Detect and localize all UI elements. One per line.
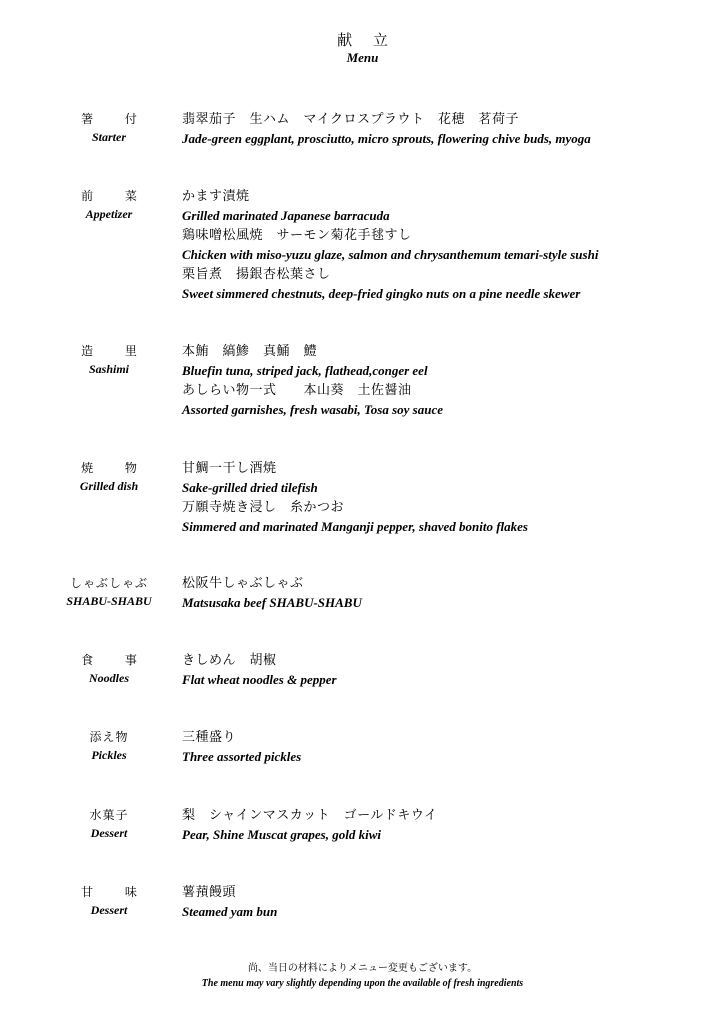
course-category	[48, 651, 170, 687]
course-category	[48, 806, 170, 842]
menu-header	[0, 30, 725, 66]
dish-en: Assorted garnishes, fresh wasabi, Tosa soy sauce	[182, 402, 444, 417]
course-items	[182, 883, 702, 922]
category-jp: 甘 味	[81, 885, 151, 899]
category-en: Grilled dish	[79, 479, 139, 493]
dish-jp: 薯蕷饅頭	[182, 885, 237, 900]
course-items	[182, 342, 702, 420]
course-items	[182, 728, 702, 767]
category-jp: 箸 付	[81, 112, 151, 126]
dish-jp: 梨 シャインマスカット ゴールドキウイ	[182, 808, 438, 823]
dish-jp: 松阪牛しゃぶしゃぶ	[182, 576, 304, 591]
category-en: Noodles	[89, 671, 129, 685]
dish-jp: 甘鯛一干し酒焼	[182, 461, 277, 476]
course-items	[182, 651, 702, 690]
category-en: Pickles	[91, 748, 127, 762]
category-en: SHABU-SHABU	[66, 594, 152, 608]
category-jp: 添え物	[89, 730, 129, 744]
course-category	[48, 574, 170, 610]
course-category	[48, 883, 170, 919]
course-category	[48, 342, 170, 378]
category-en: Sashimi	[88, 362, 130, 376]
course-items	[182, 806, 702, 845]
dish-jp: 本鮪 縞鯵 真鯒 鱧	[182, 344, 318, 359]
menu-footer	[0, 962, 725, 992]
dish-en: Sake-grilled dried tilefish	[182, 480, 318, 495]
course-category	[48, 728, 170, 764]
dish-en: Matsusaka beef SHABU-SHABU	[182, 595, 362, 610]
course-category	[48, 459, 170, 495]
course-category	[48, 110, 170, 146]
category-en: Dessert	[90, 903, 128, 917]
dish-en: Three assorted pickles	[182, 749, 302, 764]
category-jp: 焼 物	[81, 461, 151, 475]
dish-en: Simmered and marinated Manganji pepper, shaved bonito flakes	[182, 519, 528, 534]
footer-note-jp: 尚、当日の材料によりメニュー変更もございます。	[247, 963, 478, 974]
course-category	[48, 187, 170, 223]
category-jp: しゃぶしゃぶ	[69, 576, 148, 590]
dish-en: Grilled marinated Japanese barracuda	[182, 208, 390, 223]
dish-jp: きしめん 胡椒	[182, 653, 277, 668]
category-en: Appetizer	[85, 207, 133, 221]
dish-en: Pear, Shine Muscat grapes, gold kiwi	[182, 827, 381, 842]
dish-jp: 万願寺焼き浸し 糸かつお	[182, 500, 345, 515]
dish-en: Jade-green eggplant, prosciutto, micro sprouts, flowering chive buds, myoga	[182, 131, 591, 146]
dish-jp: あしらい物一式 本山葵 土佐醤油	[182, 383, 412, 398]
dish-en: Steamed yam bun	[182, 904, 278, 919]
course-items	[182, 187, 702, 304]
dish-jp: 栗旨煮 揚銀杏松葉さし	[182, 267, 331, 282]
dish-jp: かます漬焼	[182, 189, 250, 204]
dish-jp: 三種盛り	[182, 730, 237, 745]
dish-en: Chicken with miso-yuzu glaze, salmon and chrysanthemum temari-style sushi	[182, 247, 599, 262]
course-items	[182, 459, 702, 537]
menu-title-jp: 献 立	[337, 31, 396, 49]
category-jp: 水菓子	[89, 808, 129, 822]
category-jp: 前 菜	[81, 189, 151, 203]
footer-note-en: The menu may vary slightly depending upon the available of fresh ingredients	[201, 978, 524, 989]
category-jp: 食 事	[81, 653, 151, 667]
menu-title-en: Menu	[346, 50, 379, 65]
course-items	[182, 110, 702, 149]
dish-en: Bluefin tuna, striped jack, flathead,conger eel	[182, 363, 428, 378]
category-jp: 造 里	[81, 344, 151, 358]
category-en: Dessert	[90, 826, 128, 840]
dish-jp: 鶏味噌松風焼 サーモン菊花手毬すし	[182, 228, 412, 243]
dish-en: Sweet simmered chestnuts, deep-fried gingko nuts on a pine needle skewer	[182, 286, 581, 301]
category-en: Starter	[91, 130, 126, 144]
course-items	[182, 574, 702, 613]
dish-jp: 翡翠茄子 生ハム マイクロスプラウト 花穂 茗荷子	[182, 112, 519, 127]
dish-en: Flat wheat noodles & pepper	[182, 672, 337, 687]
